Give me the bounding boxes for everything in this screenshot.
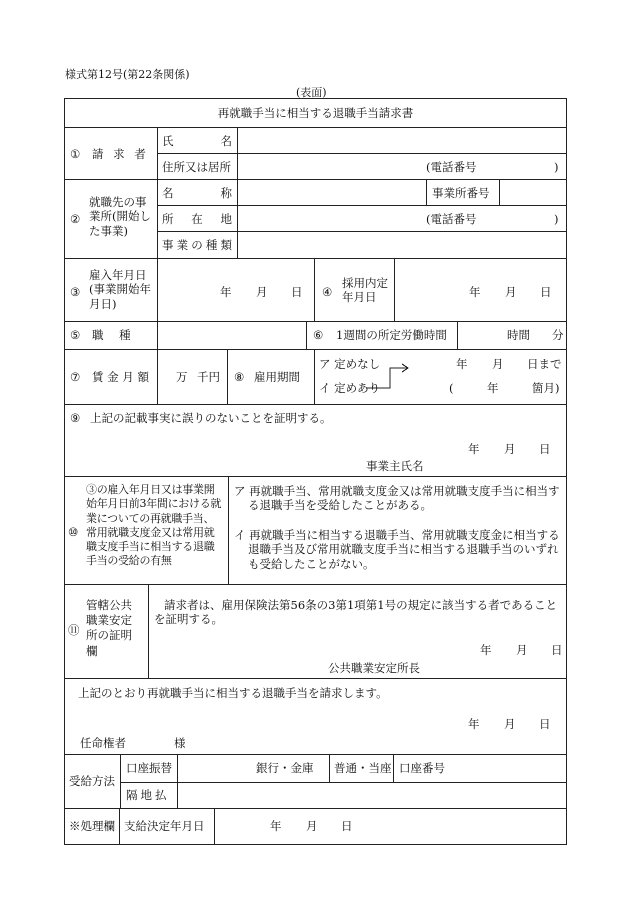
offer-year: 年 <box>469 285 481 299</box>
offer-day: 日 <box>540 285 552 299</box>
term-until-year: 年 <box>456 357 468 371</box>
wage-man-unit: 万 <box>176 370 188 384</box>
term-length-year: 年 <box>487 381 499 395</box>
term-until-day: 日まで <box>527 357 562 371</box>
bank-transfer-label: 口座振替 <box>126 761 172 775</box>
request-month: 月 <box>504 717 516 731</box>
remote-payment-label: 隔地払 <box>126 788 170 802</box>
hire-day: 日 <box>291 285 303 299</box>
number-5: ⑤ <box>70 328 81 342</box>
job-office-cert-text: 請求者は、雇用保険法第56条の3第1項第1号の規定に該当する者であることを証明する。 <box>154 598 558 627</box>
employment-period-label: 雇用期間 <box>254 370 300 384</box>
cert-month: 月 <box>504 442 516 456</box>
account-number-label: 口座番号 <box>399 761 445 775</box>
number-1: ① <box>70 147 81 161</box>
number-8: ⑧ <box>234 370 245 384</box>
benefit-not-received-option: イ 再就職手当に相当する退職手当、常用就職支度金に相当する退職手当及び常用就職支度手当に相当する退職手当のいずれも受給したことがない。 <box>234 528 560 571</box>
bank-type-label: 銀行・金庫 <box>256 761 314 775</box>
number-2: ② <box>70 212 81 226</box>
weekly-hours-label: 1週間の所定労働時間 <box>336 328 447 342</box>
number-9: ⑨ <box>70 411 81 425</box>
offer-date-label: 採用内定年月日 <box>342 276 388 305</box>
employer-label: 就職先の事業所(開始した事業) <box>89 195 151 238</box>
processing-label: ※処理欄 <box>69 819 115 833</box>
office-cert-day: 日 <box>551 643 563 657</box>
appointing-authority-label: 任命権者 <box>80 736 126 750</box>
request-year: 年 <box>468 717 480 731</box>
cert-day: 日 <box>539 442 551 456</box>
fixed-term-option: イ 定めあり <box>319 381 381 395</box>
form-title: 再就職手当に相当する退職手当請求書 <box>217 106 414 120</box>
office-number-label: 事業所番号 <box>432 186 490 200</box>
number-4: ④ <box>322 285 333 299</box>
employer-name-label: 名 称 <box>162 186 232 200</box>
applicant-label: 請 求 者 <box>92 147 149 161</box>
job-office-cert-label: 管轄公共職業安定所の証明欄 <box>86 598 132 658</box>
account-type-label: 普通・当座 <box>334 761 392 775</box>
decision-date-label: 支給決定年月日 <box>124 819 205 833</box>
no-term-option: ア 定めなし <box>319 357 381 371</box>
employer-phone-close: ) <box>554 212 559 226</box>
address-label: 住所又は居所 <box>162 160 231 174</box>
side-label: (表面) <box>296 86 327 99</box>
office-director-label: 公共職業安定所長 <box>328 661 420 675</box>
term-open-paren: ( <box>449 381 454 395</box>
form-number-label: 様式第12号(第22条関係) <box>65 68 190 81</box>
request-text: 上記のとおり再就職手当に相当する退職手当を請求します。 <box>78 686 388 700</box>
employer-signer-label: 事業主氏名 <box>366 459 424 473</box>
applicant-phone-close: ) <box>554 160 559 174</box>
number-10: ⑩ <box>68 525 79 539</box>
business-type-label: 事業の種類 <box>162 238 232 252</box>
request-day: 日 <box>539 717 551 731</box>
wage-sen-unit: 千円 <box>197 370 220 384</box>
hire-date-label: 雇入年月日(事業開始年月日) <box>89 268 151 311</box>
hours-unit: 時間 <box>507 328 530 342</box>
monthly-wage-label: 賃 金 月 額 <box>92 370 149 384</box>
minutes-unit: 分 <box>552 328 564 342</box>
number-6: ⑥ <box>313 328 324 342</box>
location-label: 所 在 地 <box>162 212 232 226</box>
employer-certification-text: 上記の記載事実に誤りのないことを証明する。 <box>90 411 332 425</box>
decision-year: 年 <box>270 819 282 833</box>
office-cert-year: 年 <box>480 643 492 657</box>
decision-day: 日 <box>341 819 353 833</box>
term-until-month: 月 <box>492 357 504 371</box>
cert-year: 年 <box>468 442 480 456</box>
number-7: ⑦ <box>70 370 81 384</box>
number-11: ⑪ <box>68 623 80 637</box>
hire-year: 年 <box>220 285 232 299</box>
employer-phone-label: (電話番号 <box>426 212 477 226</box>
applicant-phone-label: (電話番号 <box>426 160 477 174</box>
prior-benefit-label: ③の雇入年月日又は事業開始年月日前3年間における就業についての再就職手当、常用就職支度金又は常用就職支度手当に相当する退職手当の受給の有無 <box>86 483 222 568</box>
decision-month: 月 <box>306 819 318 833</box>
job-type-label: 職 種 <box>92 328 137 342</box>
payment-method-label: 受給方法 <box>69 774 115 788</box>
number-3: ③ <box>70 285 81 299</box>
office-cert-month: 月 <box>516 643 528 657</box>
term-length-months: 箇月) <box>532 381 560 395</box>
name-label: 氏 名 <box>162 134 232 148</box>
honorific-sama: 様 <box>174 736 186 750</box>
offer-month: 月 <box>505 285 517 299</box>
form-sheet <box>64 98 567 845</box>
hire-month: 月 <box>256 285 268 299</box>
benefit-received-option: ア 再就職手当、常用就職支度金又は常用就職支度手当に相当する退職手当を受給したことがある。 <box>234 484 560 513</box>
